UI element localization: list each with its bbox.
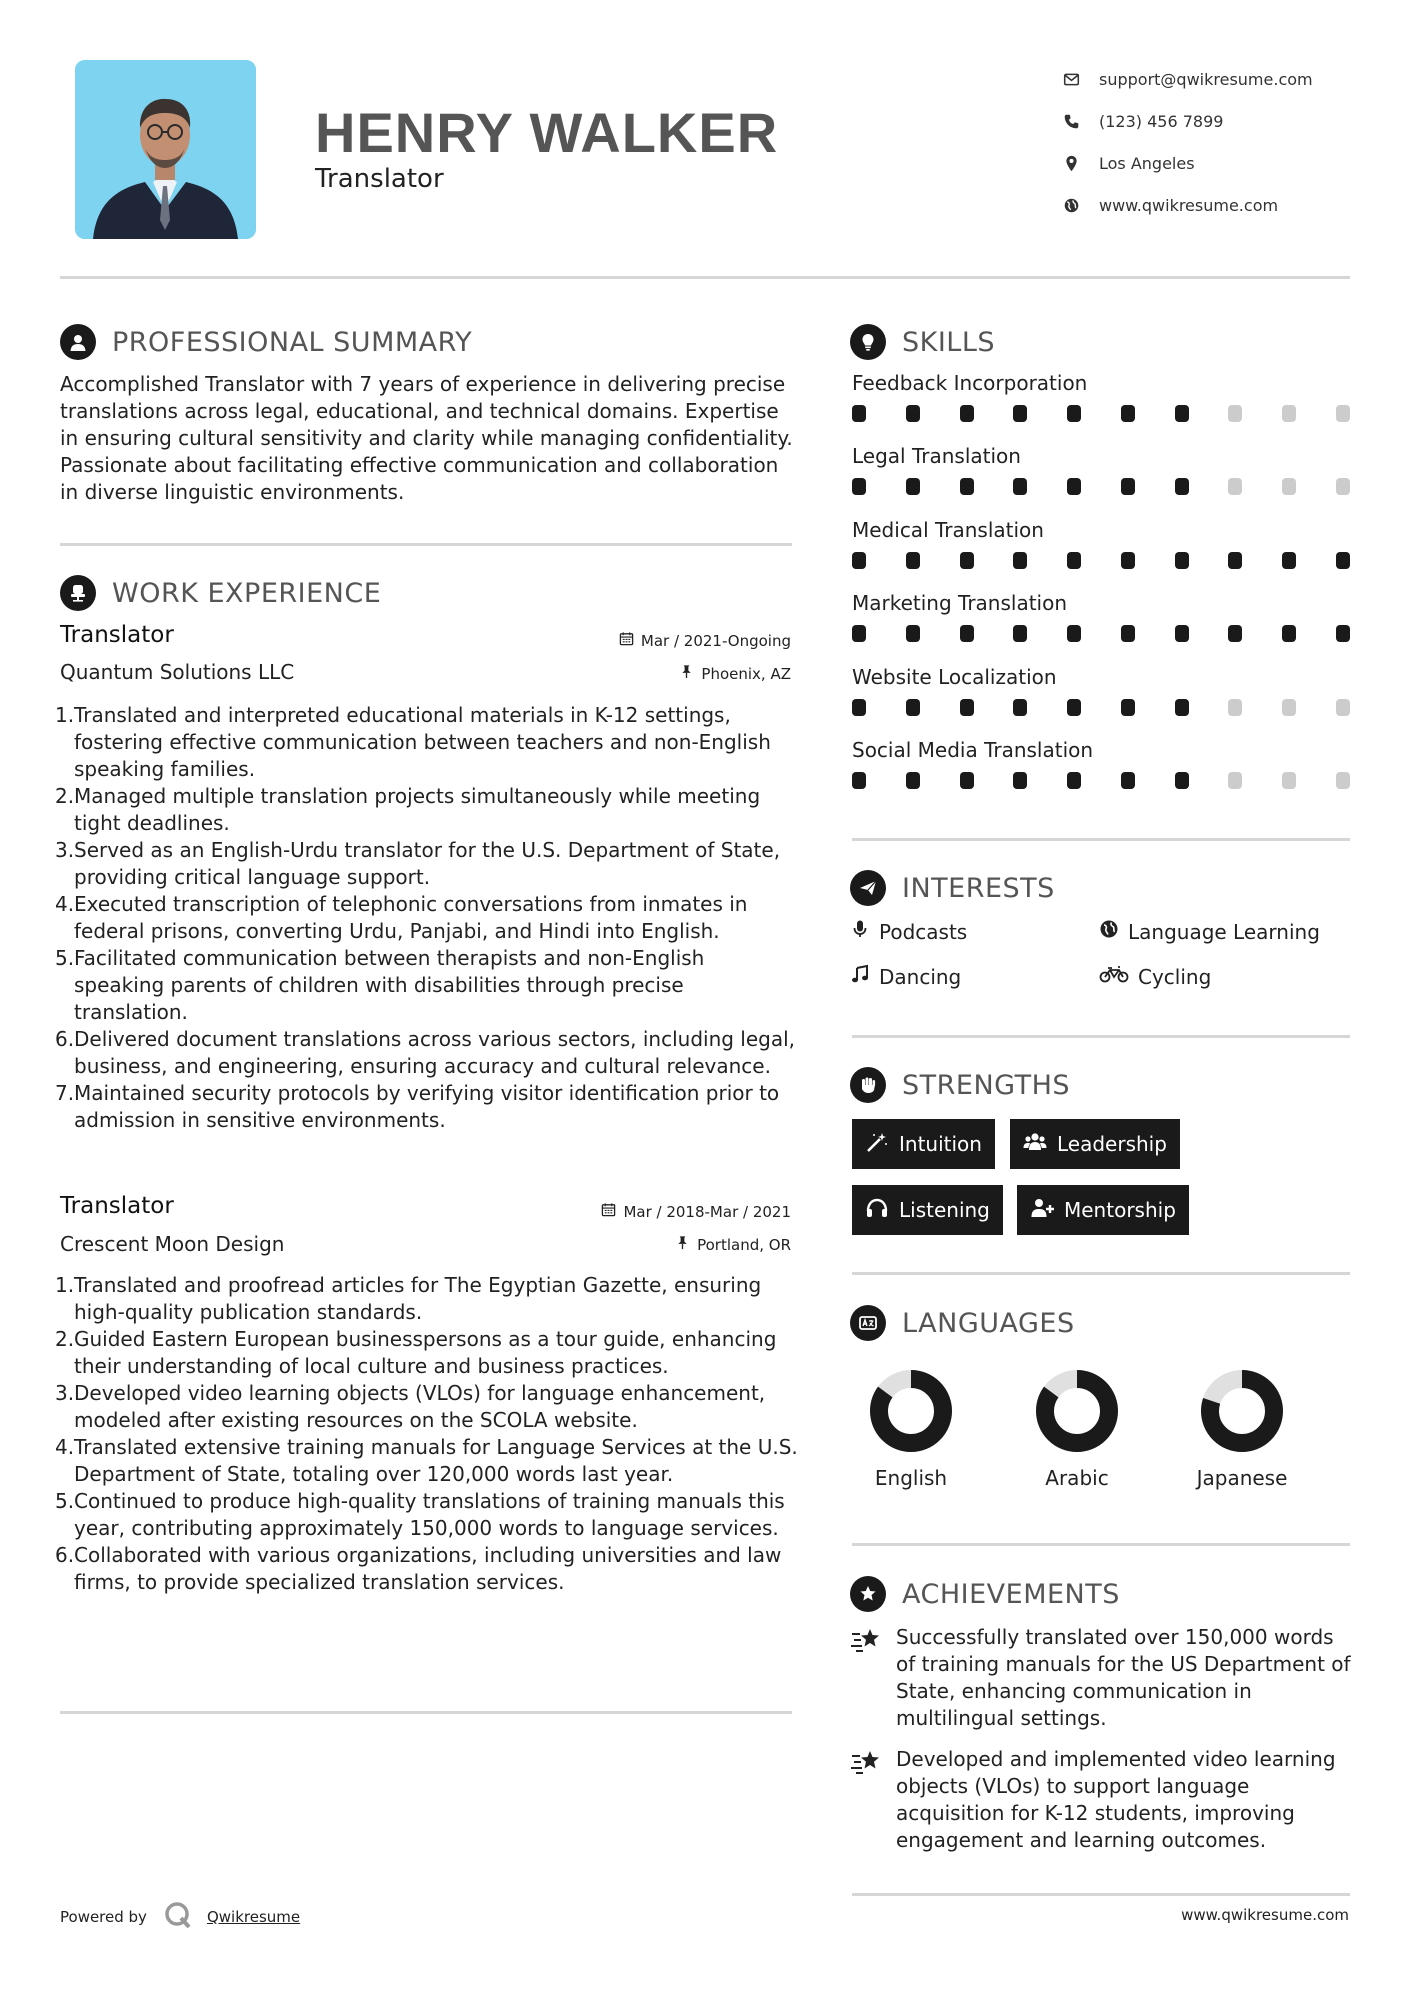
strengths-heading-text: STRENGTHS <box>902 1069 1071 1101</box>
duty-number: 5. <box>55 1489 75 1513</box>
skill-level-dot <box>852 699 866 716</box>
skill-level-dot <box>1067 772 1081 789</box>
footer-website[interactable]: www.qwikresume.com <box>1181 1906 1349 1924</box>
skill-name: Social Media Translation <box>852 738 1094 762</box>
experience-heading <box>60 575 381 611</box>
duty-item <box>55 1026 800 1080</box>
skill-level-dot <box>960 405 974 422</box>
interests-heading-text: INTERESTS <box>902 872 1055 904</box>
skill-level-dot <box>1013 405 1027 422</box>
profile-photo <box>75 60 256 239</box>
duty-text: Developed video learning objects (VLOs) for language enhancement, modeled after existing resources on the SCOLA website. <box>74 1381 766 1432</box>
candidate-name: HENRY WALKER <box>315 101 779 164</box>
interest-podcasts <box>850 919 967 944</box>
skill-level-dot <box>1067 478 1081 495</box>
qwikresume-logo-icon <box>147 1900 207 1934</box>
duty-number: 4. <box>55 1435 75 1459</box>
skill-level-dot <box>1282 478 1296 495</box>
skill-level-dot <box>1013 699 1027 716</box>
interest-language-learning <box>1099 919 1320 944</box>
microphone-icon <box>850 919 879 944</box>
skill-level-dot <box>1121 772 1135 789</box>
skill-level-dot <box>906 699 920 716</box>
strength-label: Leadership <box>1057 1132 1167 1156</box>
duty-item <box>55 1080 800 1134</box>
skill-level-dot <box>960 552 974 569</box>
skill-level-dot <box>1336 699 1350 716</box>
skill-level-dot <box>1175 405 1189 422</box>
languages-heading-text: LANGUAGES <box>902 1307 1075 1339</box>
skill-level-dot <box>906 552 920 569</box>
interest-dancing <box>850 964 961 989</box>
skill-level-dot <box>1228 552 1242 569</box>
skill-level-dot <box>960 478 974 495</box>
paper-plane-icon <box>850 870 886 906</box>
duty-item <box>55 702 800 783</box>
strengths-heading <box>850 1067 1070 1103</box>
achievement-text: Developed and implemented video learning objects (VLOs) to support language acquisition for K-12 students, improving engagement and learning outcomes. <box>896 1747 1336 1852</box>
strength-badge-mentorship <box>1017 1185 1189 1235</box>
skill-level-dot <box>852 772 866 789</box>
skill-level-dot <box>1175 699 1189 716</box>
skill-level-dot <box>960 625 974 642</box>
footer-powered-by <box>60 1900 300 1934</box>
job-company: Crescent Moon Design <box>60 1232 285 1256</box>
skill-level-dot <box>852 552 866 569</box>
duty-item <box>55 1542 800 1596</box>
user-plus-icon <box>1030 1197 1064 1224</box>
language-name: English <box>874 1466 948 1490</box>
skill-level-dot <box>906 405 920 422</box>
achievement-text: Successfully translated over 150,000 words of training manuals for the US Department of State, enhancing communication in multilingual settings. <box>896 1625 1351 1730</box>
summary-divider <box>60 543 792 546</box>
skill-item <box>852 590 1350 642</box>
skill-level-dot <box>1013 625 1027 642</box>
job-title: Translator <box>60 1193 174 1219</box>
interest-label: Podcasts <box>879 919 968 944</box>
duty-text: Translated and interpreted educational materials in K-12 settings, fostering effective communication between teachers and non-English speaking families. <box>74 703 771 781</box>
summary-heading-text: PROFESSIONAL SUMMARY <box>112 326 473 358</box>
raised-fist-icon <box>850 1067 886 1103</box>
skill-name: Legal Translation <box>852 444 1021 469</box>
calendar-icon <box>601 1202 623 1221</box>
skill-level-dot <box>1013 478 1027 495</box>
skill-level-dot <box>1067 699 1081 716</box>
duty-text: Facilitated communication between therapists and non-English speaking parents of children with disabilities through precise translation. <box>74 946 705 1024</box>
qwikresume-link[interactable]: Qwikresume <box>206 1908 301 1926</box>
duty-number: 3. <box>55 1381 75 1405</box>
shooting-star-icon <box>850 1624 896 1732</box>
summary-text: Accomplished Translator with 7 years of experience in delivering precise translations across legal, educational, and technical domains. Expertise in ensuring cultural sensitivity and clarity while managing confidentiality. Passionate about facilitating effective communication and collaboration in diverse linguistic environments. <box>60 372 793 504</box>
duty-text: Continued to produce high-quality translations of training manuals this year, contributing approximately 150,000 words to language services. <box>74 1489 785 1540</box>
skill-name: Feedback Incorporation <box>852 371 1088 395</box>
skill-level-dot <box>1282 405 1296 422</box>
skill-rating <box>852 405 1350 422</box>
pushpin-icon <box>675 1235 697 1254</box>
strength-label: Mentorship <box>1064 1198 1176 1222</box>
experience-heading-text: WORK EXPERIENCE <box>112 577 382 609</box>
achievements-heading <box>850 1576 1120 1612</box>
skill-level-dot <box>1067 552 1081 569</box>
job-company: Quantum Solutions LLC <box>60 660 295 684</box>
achievements-divider <box>852 1893 1350 1896</box>
duty-text: Translated and proofread articles for The Egyptian Gazette, ensuring high-quality publication standards. <box>74 1273 762 1324</box>
contact-phone <box>1063 100 1353 142</box>
map-pin-icon <box>1063 155 1099 172</box>
skill-level-dot <box>852 625 866 642</box>
experience-divider <box>60 1711 792 1714</box>
duty-item <box>55 945 800 1026</box>
envelope-icon <box>1063 71 1099 88</box>
language-item <box>1172 1368 1312 1490</box>
skill-rating <box>852 552 1350 569</box>
job-location <box>500 1235 791 1254</box>
candidate-title: Translator <box>315 164 444 194</box>
skill-level-dot <box>1175 552 1189 569</box>
job-location-text: Phoenix, AZ <box>701 664 791 683</box>
portrait-image <box>75 60 256 239</box>
contact-location <box>1063 142 1353 184</box>
duty-item <box>55 1434 800 1488</box>
language-proficiency-ring <box>1199 1368 1285 1454</box>
skill-level-dot <box>906 625 920 642</box>
contact-website-text[interactable]: www.qwikresume.com <box>1099 195 1279 215</box>
skill-level-dot <box>1282 552 1296 569</box>
skill-rating <box>852 478 1350 495</box>
skill-level-dot <box>1067 625 1081 642</box>
job-dates-text: Mar / 2021-Ongoing <box>640 631 791 650</box>
skill-level-dot <box>1121 478 1135 495</box>
skill-level-dot <box>1013 552 1027 569</box>
skill-level-dot <box>1121 552 1135 569</box>
strength-badge-intuition <box>852 1119 995 1169</box>
skill-level-dot <box>852 478 866 495</box>
skill-level-dot <box>960 772 974 789</box>
skill-level-dot <box>1121 405 1135 422</box>
bicycle-icon <box>1099 964 1138 989</box>
skills-divider <box>852 838 1350 841</box>
languages-heading <box>850 1305 1075 1341</box>
duty-item <box>55 891 800 945</box>
powered-by-label: Powered by <box>60 1908 147 1926</box>
interest-label: Cycling <box>1138 964 1212 989</box>
skill-level-dot <box>1282 772 1296 789</box>
music-note-icon <box>850 964 879 989</box>
interest-label: Language Learning <box>1128 919 1320 944</box>
job-location-text: Portland, OR <box>697 1235 791 1254</box>
duty-item <box>55 1488 800 1542</box>
skill-level-dot <box>1175 772 1189 789</box>
job-title: Translator <box>60 622 174 648</box>
duty-text: Guided Eastern European businesspersons as a tour guide, enhancing their understanding of local culture and business practices. <box>74 1327 777 1378</box>
contact-phone-text[interactable]: (123) 456 7899 <box>1099 111 1224 131</box>
achievement-item <box>850 1746 1355 1854</box>
duty-item <box>55 837 800 891</box>
duty-number: 6. <box>55 1027 75 1051</box>
interests-heading <box>850 870 1055 906</box>
job-dates <box>500 1202 791 1221</box>
headphones-icon <box>865 1197 899 1224</box>
skill-level-dot <box>1336 552 1350 569</box>
duty-number: 1. <box>55 1273 75 1297</box>
skill-level-dot <box>1013 772 1027 789</box>
skill-level-dot <box>960 699 974 716</box>
strength-badge-leadership <box>1010 1119 1180 1169</box>
language-proficiency-ring <box>1034 1368 1120 1454</box>
duty-text: Delivered document translations across various sectors, including legal, business, and engineering, ensuring accuracy and cultural relevance. <box>74 1027 796 1078</box>
strength-label: Listening <box>899 1198 990 1222</box>
users-icon <box>1023 1131 1057 1158</box>
skill-level-dot <box>1175 478 1189 495</box>
globe-icon <box>1099 919 1128 944</box>
duty-item <box>55 1326 800 1380</box>
globe-icon <box>1063 197 1099 214</box>
skill-level-dot <box>1228 625 1242 642</box>
achievements-heading-text: ACHIEVEMENTS <box>902 1578 1120 1610</box>
calendar-icon <box>619 631 641 650</box>
strength-badge-listening <box>852 1185 1003 1235</box>
lightbulb-icon <box>850 324 886 360</box>
duty-number: 7. <box>55 1081 75 1105</box>
duty-number: 6. <box>55 1543 75 1567</box>
skill-level-dot <box>1175 625 1189 642</box>
skill-level-dot <box>1336 772 1350 789</box>
duty-text: Collaborated with various organizations, including universities and law firms, to provide specialized translation services. <box>74 1543 782 1594</box>
skill-name: Website Localization <box>852 664 1057 689</box>
duty-number: 2. <box>55 784 75 808</box>
language-item <box>1007 1368 1147 1490</box>
magic-wand-icon <box>865 1131 899 1158</box>
strengths-divider <box>852 1272 1350 1275</box>
pushpin-icon <box>679 664 701 683</box>
skills-heading <box>850 324 995 360</box>
language-name: Arabic <box>1045 1466 1109 1490</box>
skill-item <box>852 370 1350 422</box>
duty-text: Executed transcription of telephonic conversations from inmates in federal prisons, converting Urdu, Panjabi, and Hindi into English. <box>74 892 748 943</box>
skill-item <box>852 664 1350 716</box>
duty-number: 2. <box>55 1327 75 1351</box>
skill-level-dot <box>1336 625 1350 642</box>
duty-text: Translated extensive training manuals for Language Services at the U.S. Department of State, totaling over 120,000 words last year. <box>74 1435 798 1486</box>
contact-block <box>1063 58 1353 226</box>
skill-level-dot <box>852 405 866 422</box>
duty-number: 5. <box>55 946 75 970</box>
language-proficiency-ring <box>868 1368 954 1454</box>
job-dates-text: Mar / 2018-Mar / 2021 <box>623 1202 791 1221</box>
skill-rating <box>852 625 1350 642</box>
skill-level-dot <box>1067 405 1081 422</box>
duty-text: Served as an English-Urdu translator for the U.S. Department of State, providing critical language support. <box>74 838 781 889</box>
languages-divider <box>852 1543 1350 1546</box>
skill-level-dot <box>1228 478 1242 495</box>
skill-level-dot <box>1282 625 1296 642</box>
skill-rating <box>852 772 1350 789</box>
phone-icon <box>1063 113 1099 130</box>
duty-item <box>55 1272 800 1326</box>
skill-item <box>852 737 1350 789</box>
skill-level-dot <box>1228 772 1242 789</box>
skill-rating <box>852 699 1350 716</box>
skills-heading-text: SKILLS <box>902 326 996 358</box>
interest-cycling <box>1099 964 1211 989</box>
briefcase-chair-icon <box>60 575 96 611</box>
skill-level-dot <box>1336 478 1350 495</box>
skill-level-dot <box>906 478 920 495</box>
skill-level-dot <box>1282 699 1296 716</box>
duty-number: 4. <box>55 892 75 916</box>
award-star-icon <box>850 1576 886 1612</box>
duty-item <box>55 1380 800 1434</box>
language-name: Japanese <box>1196 1466 1288 1490</box>
strength-label: Intuition <box>899 1132 982 1156</box>
skill-item <box>852 443 1350 495</box>
duty-text: Maintained security protocols by verifying visitor identification prior to admission in sensitive environments. <box>74 1081 780 1132</box>
shooting-star-icon <box>850 1746 896 1854</box>
job-location <box>500 664 791 683</box>
skill-level-dot <box>1121 699 1135 716</box>
job-duties <box>55 1272 800 1596</box>
achievement-item <box>850 1624 1355 1732</box>
contact-email-text[interactable]: support@qwikresume.com <box>1099 69 1313 89</box>
header-divider <box>60 276 1350 279</box>
skill-level-dot <box>906 772 920 789</box>
contact-website <box>1063 184 1353 226</box>
language-card-icon <box>850 1305 886 1341</box>
skill-level-dot <box>1121 625 1135 642</box>
duty-number: 1. <box>55 703 75 727</box>
interests-divider <box>852 1035 1350 1038</box>
duty-number: 3. <box>55 838 75 862</box>
contact-email <box>1063 58 1353 100</box>
skill-name: Medical Translation <box>852 517 1044 542</box>
skill-level-dot <box>1228 405 1242 422</box>
skill-level-dot <box>1228 699 1242 716</box>
skill-level-dot <box>1336 405 1350 422</box>
language-item <box>841 1368 981 1490</box>
duty-item <box>55 783 800 837</box>
summary-heading <box>60 324 472 360</box>
user-icon <box>60 324 96 360</box>
job-dates <box>500 631 791 650</box>
skill-item <box>852 517 1350 569</box>
skill-name: Marketing Translation <box>852 591 1068 616</box>
duty-text: Managed multiple translation projects simultaneously while meeting tight deadlines. <box>74 784 761 835</box>
contact-location-text: Los Angeles <box>1099 153 1195 173</box>
job-duties <box>55 702 800 1134</box>
interest-label: Dancing <box>879 964 962 989</box>
